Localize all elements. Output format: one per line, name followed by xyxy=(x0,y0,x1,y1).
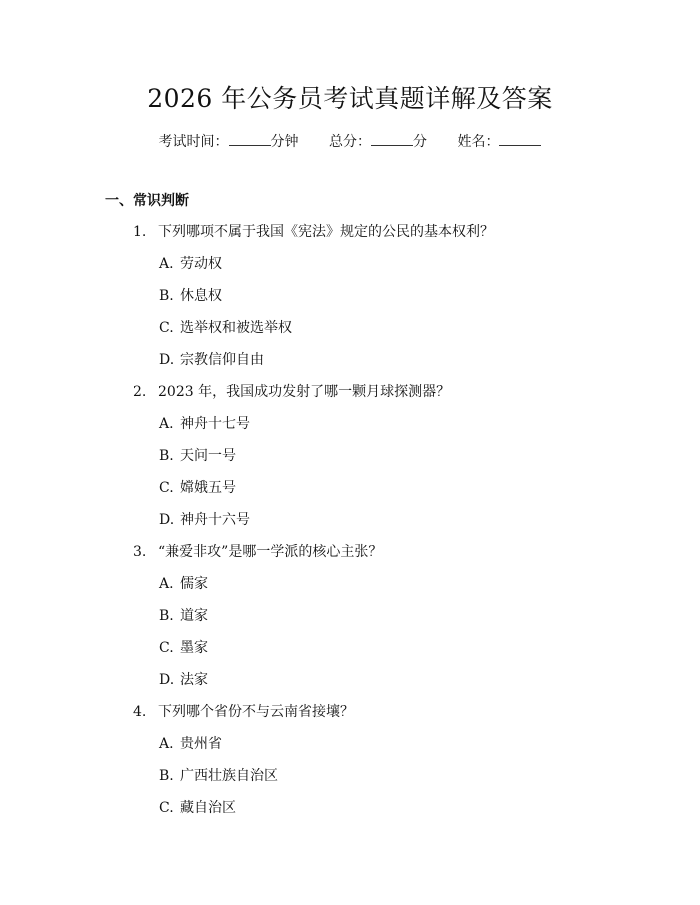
question-1-option-c xyxy=(159,318,292,338)
total-score-field xyxy=(329,131,427,152)
question-2-option-c xyxy=(159,478,236,498)
option-text: 道家 xyxy=(180,608,208,624)
question-1 xyxy=(133,222,494,242)
exam-time-unit: 分钟 xyxy=(270,134,299,150)
question-number: 1. xyxy=(133,224,147,240)
option-letter: B. xyxy=(159,608,174,624)
option-text: 墨家 xyxy=(180,640,208,656)
question-1-option-d xyxy=(159,350,264,370)
option-letter: D. xyxy=(159,512,175,528)
option-text: 藏自治区 xyxy=(180,800,236,816)
question-2-option-d xyxy=(159,510,250,530)
option-letter: C. xyxy=(159,480,174,496)
exam-time-blank xyxy=(229,131,271,146)
option-letter: B. xyxy=(159,448,174,464)
question-3-option-b xyxy=(159,606,208,626)
option-letter: A. xyxy=(159,576,174,592)
name-field xyxy=(457,131,541,152)
page-title: 2026 年公务员考试真题详解及答案 xyxy=(147,84,553,113)
question-3-option-c xyxy=(159,638,208,658)
section-heading: 一、常识判断 xyxy=(105,193,189,209)
option-letter: A. xyxy=(159,416,174,432)
question-text: “兼爱非攻”是哪一学派的核心主张？ xyxy=(158,544,383,560)
question-text: 下列哪项不属于我国《宪法》规定的公民的基本权利？ xyxy=(158,224,494,240)
option-letter: A. xyxy=(159,256,174,272)
total-score-unit: 分 xyxy=(413,134,427,150)
option-text: 神舟十六号 xyxy=(180,512,250,528)
option-letter: A. xyxy=(159,736,174,752)
exam-time-label: 考试时间： xyxy=(158,134,229,150)
option-text: 神舟十七号 xyxy=(180,416,250,432)
option-letter: D. xyxy=(159,352,175,368)
option-letter: D. xyxy=(159,672,175,688)
option-text: 宗教信仰自由 xyxy=(180,352,264,368)
total-score-label: 总分： xyxy=(329,134,371,150)
option-text: 选举权和被选举权 xyxy=(180,320,292,336)
name-blank xyxy=(499,131,541,146)
option-letter: C. xyxy=(159,320,174,336)
question-number: 4. xyxy=(133,704,147,720)
option-letter: B. xyxy=(159,768,174,784)
option-text: 贵州省 xyxy=(180,736,222,752)
option-text: 休息权 xyxy=(180,288,222,304)
total-score-blank xyxy=(371,131,413,146)
exam-time-field xyxy=(159,131,299,152)
question-2-option-a xyxy=(159,414,250,434)
question-4 xyxy=(133,702,354,722)
question-number: 2. xyxy=(133,384,147,400)
question-4-option-c xyxy=(159,798,236,818)
question-4-option-a xyxy=(159,734,222,754)
option-letter: B. xyxy=(159,288,174,304)
option-text: 嫦娥五号 xyxy=(180,480,236,496)
question-2 xyxy=(133,382,450,402)
question-2-option-b xyxy=(159,446,236,466)
option-text: 广西壮族自治区 xyxy=(180,768,278,784)
question-4-option-b xyxy=(159,766,278,786)
option-letter: C. xyxy=(159,640,174,656)
question-1-option-b xyxy=(159,286,222,306)
question-number: 3. xyxy=(133,544,147,560)
option-text: 儒家 xyxy=(180,576,208,592)
question-text: 2023 年，我国成功发射了哪一颗月球探测器？ xyxy=(158,384,451,400)
name-label: 姓名： xyxy=(457,134,500,150)
option-text: 劳动权 xyxy=(180,256,222,272)
option-text: 天问一号 xyxy=(180,448,236,464)
question-text: 下列哪个省份不与云南省接壤？ xyxy=(158,704,354,720)
question-1-option-a xyxy=(159,254,222,274)
option-letter: C. xyxy=(159,800,174,816)
question-3 xyxy=(133,542,382,562)
option-text: 法家 xyxy=(180,672,208,688)
question-3-option-d xyxy=(159,670,208,690)
question-3-option-a xyxy=(159,574,208,594)
exam-info-line xyxy=(0,131,700,152)
